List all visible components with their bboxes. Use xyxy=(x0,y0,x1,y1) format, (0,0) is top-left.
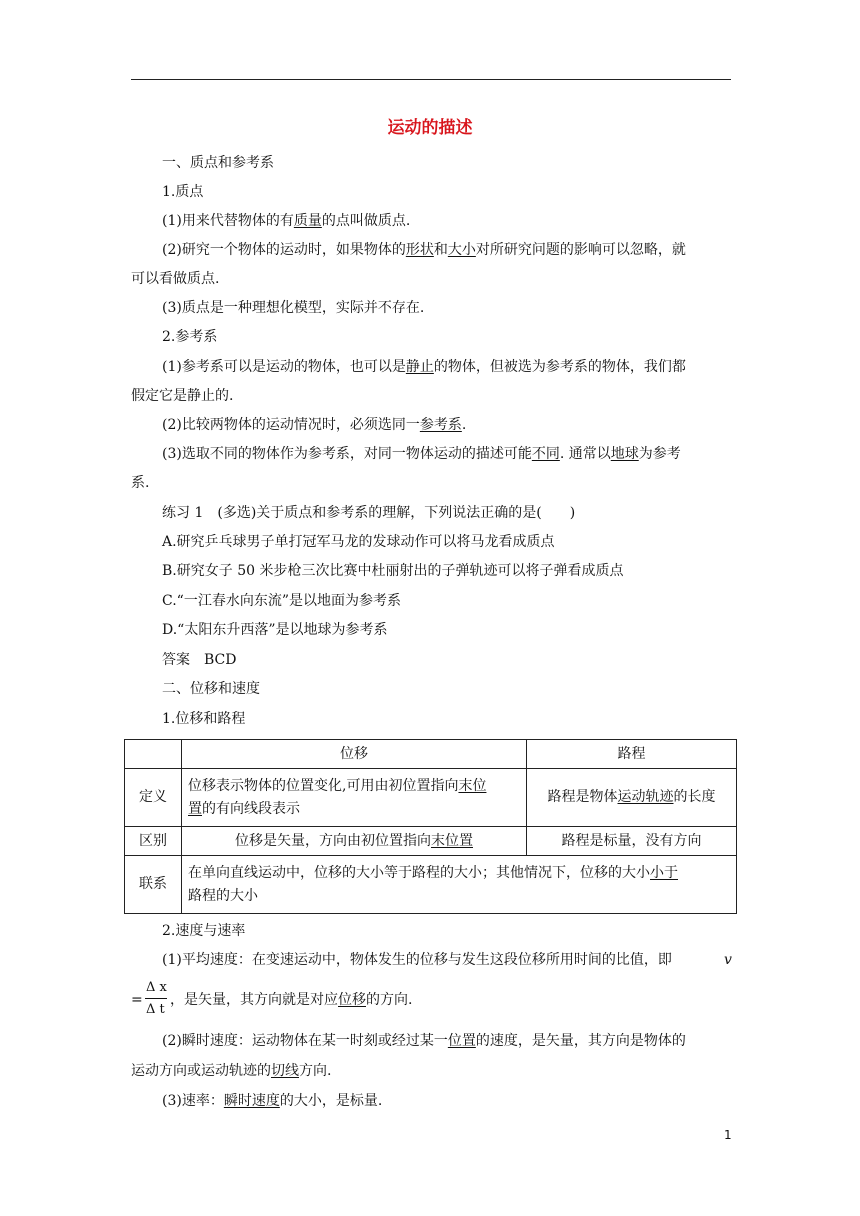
table-cell-path-definition: 路程是物体运动轨迹的长度 xyxy=(527,769,737,827)
exercise-option-a: A.研究乒乓球男子单打冠军马龙的发球动作可以将马龙看成质点 xyxy=(162,534,555,550)
fraction-numerator: Δ x xyxy=(146,980,167,995)
table-cell-path-difference: 路程是标量，没有方向 xyxy=(527,827,737,856)
paragraph-ref-3: (3)选取不同的物体作为参考系，对同一物体运动的描述可能不同. 通常以地球为参考 xyxy=(162,446,681,462)
equals-sign: = xyxy=(131,992,143,1008)
paragraph-ref-1-cont: 假定它是静止的. xyxy=(131,388,234,404)
paragraph-avg-velocity: (1)平均速度：在变速运动中，物体发生的位移与发生这段位移所用时间的比值，即 xyxy=(162,952,672,968)
velocity-symbol: v xyxy=(724,952,732,968)
page-number: 1 xyxy=(724,1128,732,1142)
table-header-path: 路程 xyxy=(527,740,737,769)
exercise-answer: 答案 BCD xyxy=(162,652,237,668)
table-row-label-definition: 定义 xyxy=(125,769,182,827)
paragraph-particle-3: (3)质点是一种理想化模型，实际并不存在. xyxy=(162,300,425,316)
paragraph-speed: (3)速率：瞬时速度的大小，是标量. xyxy=(162,1093,383,1109)
table-row-label-difference: 区别 xyxy=(125,827,182,856)
table-header-displacement: 位移 xyxy=(182,740,527,769)
fraction-denominator: Δ t xyxy=(146,1002,165,1017)
paragraph-instant-velocity: (2)瞬时速度：运动物体在某一时刻或经过某一位置的速度，是矢量，其方向是物体的 xyxy=(162,1033,686,1049)
subheading-particle: 1.质点 xyxy=(162,184,204,200)
subheading-displacement: 1.位移和路程 xyxy=(162,711,246,727)
table-corner-cell xyxy=(125,740,182,769)
paragraph-particle-2: (2)研究一个物体的运动时，如果物体的形状和大小对所研究问题的影响可以忽略，就 xyxy=(162,242,686,258)
table-row-label-relation: 联系 xyxy=(125,856,182,914)
exercise-option-b: B.研究女子 50 米步枪三次比赛中杜丽射出的子弹轨迹可以将子弹看成质点 xyxy=(162,563,624,579)
section-heading-1: 一、质点和参考系 xyxy=(162,155,274,171)
subheading-velocity: 2.速度与速率 xyxy=(162,923,246,939)
paragraph-particle-1: (1)用来代替物体的有质量的点叫做质点. xyxy=(162,213,411,229)
table-cell-displacement-definition: 位移表示物体的位置变化,可用由初位置指向末位 置的有向线段表示 xyxy=(182,769,527,827)
paragraph-instant-velocity-cont: 运动方向或运动轨迹的切线方向. xyxy=(131,1063,332,1079)
exercise-option-d: D.“太阳东升西落”是以地球为参考系 xyxy=(162,622,388,638)
table-cell-displacement-difference: 位移是矢量，方向由初位置指向末位置 xyxy=(182,827,527,856)
paragraph-ref-2: (2)比较两物体的运动情况时，必须选同一参考系. xyxy=(162,417,467,433)
paragraph-ref-1: (1)参考系可以是运动的物体，也可以是静止的物体，但被选为参考系的物体，我们都 xyxy=(162,359,686,375)
exercise-option-c: C.“一江春水向东流”是以地面为参考系 xyxy=(162,593,401,609)
paragraph-avg-velocity-cont: ，是矢量，其方向就是对应位移的方向. xyxy=(170,992,413,1008)
header-rule xyxy=(131,79,731,80)
table-cell-relation: 在单向直线运动中，位移的大小等于路程的大小；其他情况下，位移的大小小于 路程的大小 xyxy=(182,856,737,914)
paragraph-ref-3-cont: 系. xyxy=(131,475,150,491)
displacement-path-table xyxy=(124,739,737,914)
subheading-reference-frame: 2.参考系 xyxy=(162,329,218,345)
paragraph-particle-2-cont: 可以看做质点. xyxy=(131,271,220,287)
exercise-stem: 练习 1 (多选)关于质点和参考系的理解，下列说法正确的是( ) xyxy=(162,505,576,521)
section-heading-2: 二、位移和速度 xyxy=(162,681,260,697)
fraction-bar xyxy=(145,998,167,999)
page-title: 运动的描述 xyxy=(387,118,473,138)
